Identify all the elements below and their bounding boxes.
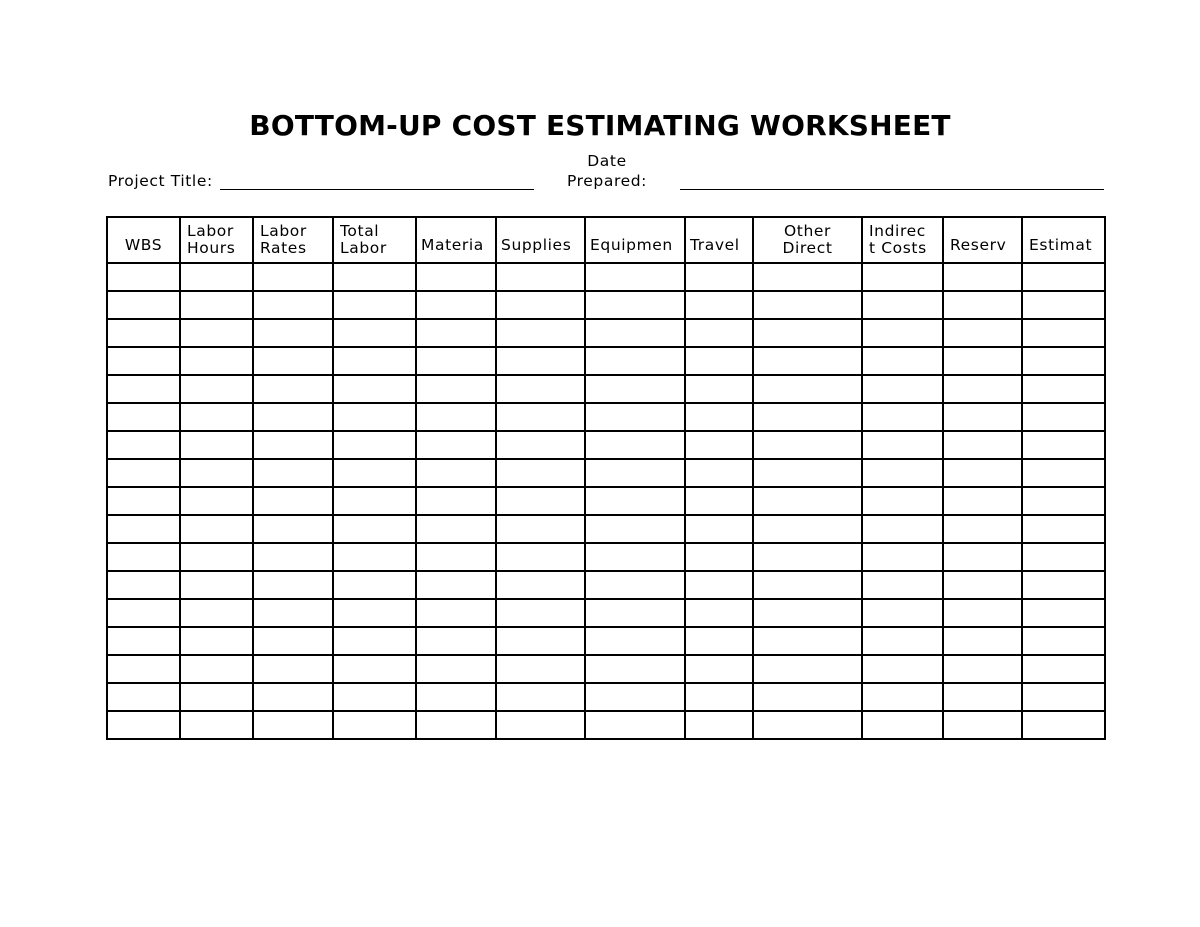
table-cell[interactable] (1022, 683, 1105, 711)
table-cell[interactable] (1022, 655, 1105, 683)
table-cell[interactable] (107, 347, 180, 375)
header-row (107, 217, 1105, 263)
table-cell[interactable] (862, 599, 943, 627)
table-cell[interactable] (180, 291, 253, 319)
table-cell[interactable] (685, 599, 753, 627)
table-cell[interactable] (416, 291, 496, 319)
table-cell[interactable] (496, 599, 585, 627)
table-cell[interactable] (107, 655, 180, 683)
table-cell[interactable] (685, 627, 753, 655)
table-cell[interactable] (107, 683, 180, 711)
table-cell[interactable] (416, 599, 496, 627)
table-cell[interactable] (585, 683, 685, 711)
table-row (107, 431, 1105, 459)
column-header-equipment (585, 217, 685, 263)
table-cell[interactable] (253, 263, 333, 291)
table-cell[interactable] (685, 543, 753, 571)
table-row (107, 347, 1105, 375)
table-cell[interactable] (685, 655, 753, 683)
table-cell[interactable] (253, 431, 333, 459)
table-cell[interactable] (416, 403, 496, 431)
column-header-labor-hours (180, 217, 253, 263)
table-cell[interactable] (253, 599, 333, 627)
table-row (107, 459, 1105, 487)
column-header-line: Total (340, 223, 380, 240)
table-cell[interactable] (753, 431, 862, 459)
table-cell[interactable] (253, 543, 333, 571)
table-cell[interactable] (253, 487, 333, 515)
table-cell[interactable] (180, 431, 253, 459)
table-cell[interactable] (585, 627, 685, 655)
date-prepared-label-line2: Prepared: (566, 172, 647, 190)
column-header-reserve (943, 217, 1022, 263)
column-header-line: Hours (187, 240, 236, 257)
table-cell[interactable] (943, 291, 1022, 319)
table-cell[interactable] (1022, 571, 1105, 599)
table-cell[interactable] (685, 403, 753, 431)
table-cell[interactable] (943, 655, 1022, 683)
table-cell[interactable] (685, 459, 753, 487)
cost-estimating-table (106, 216, 1106, 740)
table-cell[interactable] (416, 375, 496, 403)
table-cell[interactable] (416, 543, 496, 571)
table-cell[interactable] (585, 571, 685, 599)
project-title-field[interactable] (220, 189, 534, 190)
column-header-line: Travel (690, 235, 740, 254)
table-cell[interactable] (107, 571, 180, 599)
date-prepared-label-line1: Date (587, 152, 627, 170)
table-cell[interactable] (753, 263, 862, 291)
table-cell[interactable] (943, 571, 1022, 599)
table-cell[interactable] (753, 599, 862, 627)
table-cell[interactable] (1022, 487, 1105, 515)
table-cell[interactable] (333, 319, 416, 347)
table-cell[interactable] (685, 515, 753, 543)
table-cell[interactable] (585, 263, 685, 291)
table-cell[interactable] (943, 263, 1022, 291)
table-cell[interactable] (585, 487, 685, 515)
column-header-wbs (107, 217, 180, 263)
table-cell[interactable] (585, 711, 685, 739)
table-cell[interactable] (1022, 347, 1105, 375)
table-row (107, 515, 1105, 543)
table-cell[interactable] (685, 683, 753, 711)
column-header-indirect-costs (862, 217, 943, 263)
table-cell[interactable] (496, 683, 585, 711)
column-header-total-labor (333, 217, 416, 263)
table-cell[interactable] (685, 291, 753, 319)
table-cell[interactable] (496, 487, 585, 515)
table-cell[interactable] (107, 375, 180, 403)
table-cell[interactable] (180, 515, 253, 543)
table-cell[interactable] (333, 263, 416, 291)
table-cell[interactable] (862, 627, 943, 655)
table-cell[interactable] (333, 375, 416, 403)
column-header-travel (685, 217, 753, 263)
worksheet-title: BOTTOM-UP COST ESTIMATING WORKSHEET (249, 109, 951, 142)
table-row (107, 319, 1105, 347)
table-cell[interactable] (753, 711, 862, 739)
column-header-labor-rates (253, 217, 333, 263)
table-cell[interactable] (333, 711, 416, 739)
table-cell[interactable] (585, 515, 685, 543)
table-cell[interactable] (180, 683, 253, 711)
table-cell[interactable] (585, 655, 685, 683)
table-cell[interactable] (253, 683, 333, 711)
table-cell[interactable] (496, 403, 585, 431)
table-cell[interactable] (416, 347, 496, 375)
table-cell[interactable] (107, 431, 180, 459)
table-cell[interactable] (107, 599, 180, 627)
column-header-line: Supplies (501, 235, 572, 254)
table-cell[interactable] (753, 291, 862, 319)
table-cell[interactable] (943, 599, 1022, 627)
table-cell[interactable] (180, 711, 253, 739)
table-cell[interactable] (107, 543, 180, 571)
table-row (107, 627, 1105, 655)
table-cell[interactable] (685, 263, 753, 291)
table-cell[interactable] (585, 375, 685, 403)
table-cell[interactable] (496, 711, 585, 739)
table-cell[interactable] (180, 375, 253, 403)
table-cell[interactable] (943, 627, 1022, 655)
table-cell[interactable] (333, 347, 416, 375)
table-cell[interactable] (253, 291, 333, 319)
table-row (107, 263, 1105, 291)
table-cell[interactable] (180, 627, 253, 655)
table-cell[interactable] (862, 347, 943, 375)
table-cell[interactable] (496, 655, 585, 683)
table-cell[interactable] (333, 431, 416, 459)
table-cell[interactable] (585, 403, 685, 431)
table-cell[interactable] (180, 319, 253, 347)
table-cell[interactable] (107, 515, 180, 543)
table-cell[interactable] (585, 347, 685, 375)
column-header-line: Equipmen (590, 235, 673, 254)
table-cell[interactable] (862, 459, 943, 487)
table-cell[interactable] (107, 403, 180, 431)
table-cell[interactable] (585, 459, 685, 487)
table-cell[interactable] (180, 571, 253, 599)
table-cell[interactable] (753, 375, 862, 403)
table-cell[interactable] (253, 655, 333, 683)
table-cell[interactable] (333, 543, 416, 571)
table-cell[interactable] (253, 403, 333, 431)
table-cell[interactable] (943, 683, 1022, 711)
table-cell[interactable] (753, 571, 862, 599)
table-cell[interactable] (753, 627, 862, 655)
table-cell[interactable] (333, 459, 416, 487)
table-cell[interactable] (496, 515, 585, 543)
table-cell[interactable] (253, 515, 333, 543)
table-cell[interactable] (253, 319, 333, 347)
column-header-line: WBS (124, 235, 163, 254)
table-cell[interactable] (585, 291, 685, 319)
table-cell[interactable] (253, 627, 333, 655)
table-row (107, 711, 1105, 739)
table-cell[interactable] (1022, 375, 1105, 403)
column-header-line: Labor (340, 240, 387, 257)
table-cell[interactable] (416, 319, 496, 347)
table-row (107, 487, 1105, 515)
table-cell[interactable] (685, 319, 753, 347)
column-header-line: Reserv (950, 235, 1007, 254)
table-cell[interactable] (585, 431, 685, 459)
column-header-line: Other (783, 223, 831, 240)
table-cell[interactable] (685, 347, 753, 375)
date-prepared-field[interactable] (680, 189, 1104, 190)
table-cell[interactable] (1022, 459, 1105, 487)
table-cell[interactable] (862, 683, 943, 711)
table-cell[interactable] (333, 599, 416, 627)
table-cell[interactable] (585, 319, 685, 347)
table-row (107, 543, 1105, 571)
table-cell[interactable] (862, 515, 943, 543)
table-cell[interactable] (685, 375, 753, 403)
table-cell[interactable] (862, 487, 943, 515)
table-cell[interactable] (1022, 319, 1105, 347)
table-cell[interactable] (107, 319, 180, 347)
table-cell[interactable] (416, 459, 496, 487)
table-cell[interactable] (416, 655, 496, 683)
table-cell[interactable] (753, 543, 862, 571)
table-cell[interactable] (585, 543, 685, 571)
table-cell[interactable] (416, 627, 496, 655)
table-cell[interactable] (1022, 263, 1105, 291)
table-cell[interactable] (753, 459, 862, 487)
table-cell[interactable] (943, 403, 1022, 431)
table-cell[interactable] (1022, 543, 1105, 571)
table-cell[interactable] (1022, 431, 1105, 459)
table-cell[interactable] (180, 543, 253, 571)
table-cell[interactable] (496, 627, 585, 655)
column-header-line: Indirec (869, 223, 926, 240)
column-header-line: Rates (260, 240, 307, 257)
table-cell[interactable] (496, 375, 585, 403)
column-header-estimate (1022, 217, 1105, 263)
column-header-line: Materia (421, 235, 484, 254)
table-cell[interactable] (180, 599, 253, 627)
table-cell[interactable] (496, 543, 585, 571)
table-cell[interactable] (1022, 599, 1105, 627)
table-cell[interactable] (862, 291, 943, 319)
table-cell[interactable] (496, 459, 585, 487)
table-cell[interactable] (107, 711, 180, 739)
table-cell[interactable] (1022, 291, 1105, 319)
table-cell[interactable] (753, 655, 862, 683)
table-cell[interactable] (685, 571, 753, 599)
column-header-line: Labor (187, 223, 234, 240)
table-cell[interactable] (333, 627, 416, 655)
column-header-line: t Costs (869, 240, 927, 257)
table-cell[interactable] (753, 347, 862, 375)
table-cell[interactable] (1022, 711, 1105, 739)
table-cell[interactable] (496, 291, 585, 319)
table-cell[interactable] (333, 571, 416, 599)
table-cell[interactable] (253, 459, 333, 487)
table-cell[interactable] (862, 319, 943, 347)
table-cell[interactable] (416, 683, 496, 711)
table-row (107, 571, 1105, 599)
table-cell[interactable] (180, 403, 253, 431)
table-cell[interactable] (1022, 627, 1105, 655)
table-cell[interactable] (253, 711, 333, 739)
table-cell[interactable] (862, 711, 943, 739)
table-cell[interactable] (943, 459, 1022, 487)
table-cell[interactable] (685, 431, 753, 459)
table-cell[interactable] (862, 571, 943, 599)
table-cell[interactable] (943, 431, 1022, 459)
table-cell[interactable] (943, 347, 1022, 375)
table-cell[interactable] (753, 683, 862, 711)
project-title-label: Project Title: (108, 172, 213, 190)
table-cell[interactable] (1022, 403, 1105, 431)
table-cell[interactable] (943, 711, 1022, 739)
table-cell[interactable] (416, 263, 496, 291)
date-prepared-label (561, 151, 653, 191)
table-cell[interactable] (943, 487, 1022, 515)
table-cell[interactable] (862, 375, 943, 403)
table-row (107, 291, 1105, 319)
table-cell[interactable] (1022, 515, 1105, 543)
table-cell[interactable] (416, 711, 496, 739)
table-cell[interactable] (107, 487, 180, 515)
table-cell[interactable] (943, 375, 1022, 403)
table-cell[interactable] (943, 515, 1022, 543)
column-header-materials (416, 217, 496, 263)
table-cell[interactable] (685, 487, 753, 515)
table-cell[interactable] (862, 403, 943, 431)
table-cell[interactable] (333, 291, 416, 319)
table-cell[interactable] (107, 263, 180, 291)
table-cell[interactable] (253, 347, 333, 375)
table-cell[interactable] (180, 263, 253, 291)
table-body (107, 263, 1105, 739)
column-header-line: Labor (260, 223, 307, 240)
table-cell[interactable] (333, 515, 416, 543)
table-cell[interactable] (333, 655, 416, 683)
table-cell[interactable] (943, 543, 1022, 571)
column-header-supplies (496, 217, 585, 263)
table-cell[interactable] (416, 431, 496, 459)
table-cell[interactable] (496, 431, 585, 459)
table-cell[interactable] (253, 375, 333, 403)
table-cell[interactable] (107, 627, 180, 655)
table-cell[interactable] (333, 487, 416, 515)
table-cell[interactable] (862, 431, 943, 459)
table-cell[interactable] (496, 347, 585, 375)
table-cell[interactable] (862, 543, 943, 571)
table-cell[interactable] (496, 571, 585, 599)
column-header-line: Direct (782, 240, 833, 257)
table-cell[interactable] (753, 403, 862, 431)
table-cell[interactable] (943, 319, 1022, 347)
table-cell[interactable] (180, 487, 253, 515)
table-cell[interactable] (416, 515, 496, 543)
table-cell[interactable] (333, 683, 416, 711)
table-cell[interactable] (253, 571, 333, 599)
table-cell[interactable] (180, 459, 253, 487)
table-cell[interactable] (107, 291, 180, 319)
table-cell[interactable] (180, 655, 253, 683)
table-row (107, 599, 1105, 627)
table-cell[interactable] (416, 487, 496, 515)
table-cell[interactable] (496, 319, 585, 347)
table-cell[interactable] (685, 711, 753, 739)
table-cell[interactable] (107, 459, 180, 487)
table-cell[interactable] (753, 487, 862, 515)
table-cell[interactable] (180, 347, 253, 375)
table-row (107, 375, 1105, 403)
table-cell[interactable] (585, 599, 685, 627)
table-cell[interactable] (416, 571, 496, 599)
table-cell[interactable] (753, 319, 862, 347)
table-row (107, 655, 1105, 683)
table-row (107, 683, 1105, 711)
table-cell[interactable] (862, 655, 943, 683)
table-cell[interactable] (862, 263, 943, 291)
column-header-line: Estimat (1029, 235, 1093, 254)
table-cell[interactable] (496, 263, 585, 291)
column-header-other-direct (753, 217, 862, 263)
table-cell[interactable] (333, 403, 416, 431)
table-cell[interactable] (753, 515, 862, 543)
table-row (107, 403, 1105, 431)
